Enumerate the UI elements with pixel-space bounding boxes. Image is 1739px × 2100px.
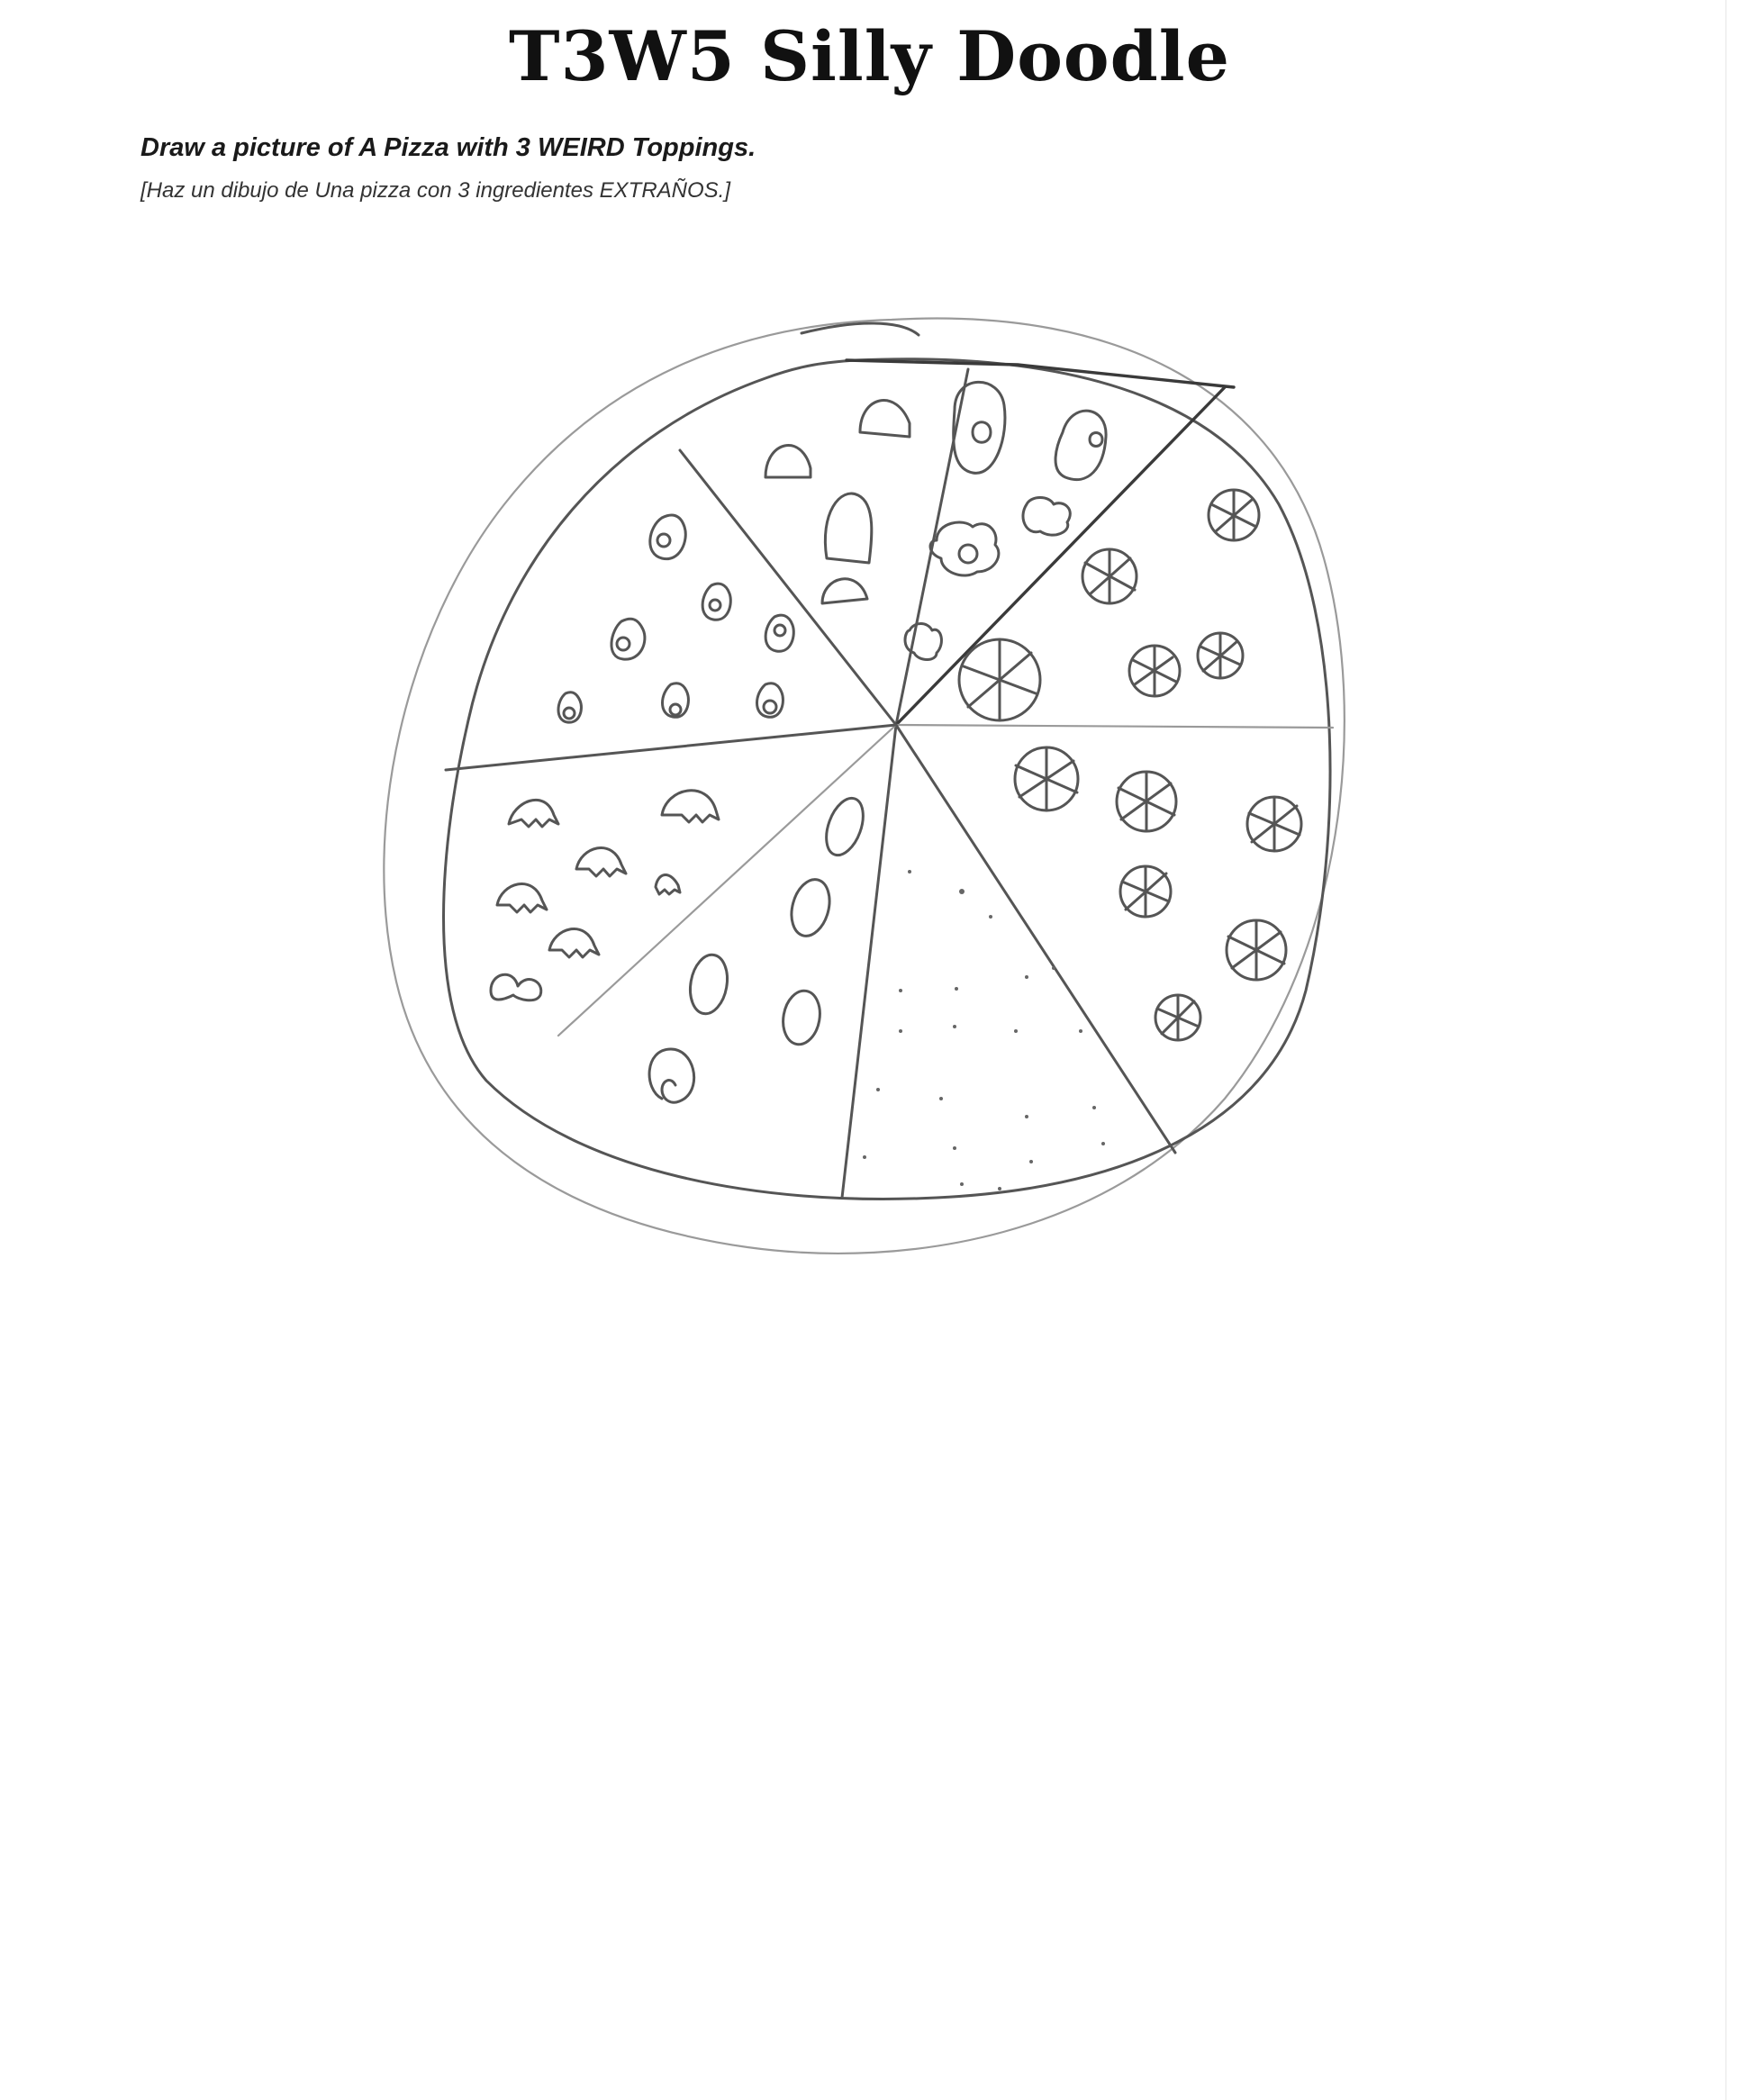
topping-wheels — [959, 490, 1301, 1040]
slice-line — [896, 369, 968, 725]
topping-hats — [491, 791, 719, 1000]
slice-line — [896, 725, 1175, 1153]
topping-sprinkles — [863, 870, 1105, 1190]
topping-eggs — [905, 382, 1106, 659]
topping-olives — [558, 515, 793, 722]
slice-line — [680, 450, 896, 725]
topping-ovals — [649, 793, 870, 1102]
crust-top-edge — [847, 360, 1234, 387]
instruction-english: Draw a picture of A Pizza with 3 WEIRD Toppings. — [140, 133, 756, 162]
slice-line — [842, 725, 896, 1198]
page-title: T3W5 Silly Doodle — [509, 16, 1230, 96]
pizza-inner-crust — [444, 359, 1331, 1199]
instruction-spanish: [Haz un dibujo de Una pizza con 3 ingredientes EXTRAÑOS.] — [140, 178, 731, 203]
slice-line — [896, 725, 1333, 728]
slice-line — [446, 725, 896, 770]
scan-edge — [1725, 0, 1726, 2100]
topping-domes — [765, 401, 910, 603]
